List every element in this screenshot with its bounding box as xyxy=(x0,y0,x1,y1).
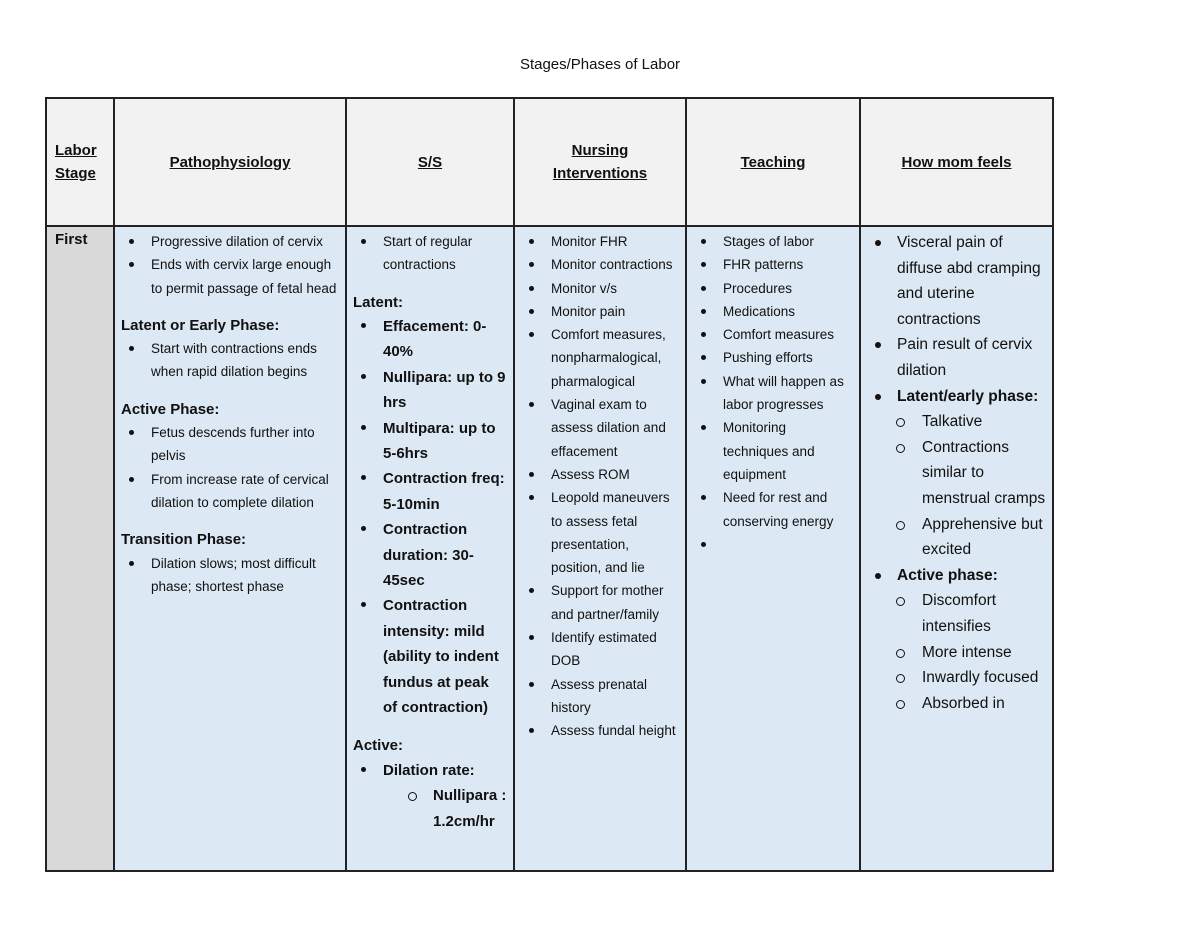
list-item: Procedures xyxy=(693,277,853,300)
header-signs-symptoms: S/S xyxy=(346,98,514,226)
list-item: Leopold maneuvers to assess fetal presentation, position, and lie xyxy=(521,486,679,579)
list-item: Monitoring techniques and equipment xyxy=(693,416,853,486)
nursing-interventions-cell xyxy=(514,226,686,871)
list-item: Fetus descends further into pelvis xyxy=(121,421,339,468)
list-item: Contraction duration: 30-45sec xyxy=(353,517,507,593)
list-item: Monitor contractions xyxy=(521,253,679,276)
list-item: Monitor pain xyxy=(521,300,679,323)
list-item: What will happen as labor progresses xyxy=(693,370,853,417)
list-item: Ends with cervix large enough to permit passage of fetal head xyxy=(121,253,339,300)
list-item: Start with contractions ends when rapid dilation begins xyxy=(121,337,339,384)
list-item: From increase rate of cervical dilation to complete dilation xyxy=(121,468,339,515)
list-item: Dilation slows; most difficult phase; shortest phase xyxy=(121,552,339,599)
list-item: Need for rest and conserving energy xyxy=(693,486,853,533)
signs-symptoms-cell xyxy=(346,226,514,871)
header-how-mom-feels: How mom feels xyxy=(860,98,1053,226)
header-nursing-interventions: Nursing Interventions xyxy=(514,98,686,226)
phase-heading: Active: xyxy=(353,737,404,755)
list-item: Pain result of cervix dilation xyxy=(867,332,1046,383)
list-item: Talkative xyxy=(867,409,1046,435)
list-item: Visceral pain of diffuse abd cramping and uterine contractions xyxy=(867,230,1046,332)
stage-row-first xyxy=(46,226,1053,871)
header-labor-stage: Labor Stage xyxy=(46,98,114,226)
list-item: Progressive dilation of cervix xyxy=(121,230,339,253)
list-item: Comfort measures xyxy=(693,323,853,346)
list-item: Absorbed in xyxy=(867,691,1046,717)
list-item: Identify estimated DOB xyxy=(521,626,679,673)
list-item: Multipara: up to 5-6hrs xyxy=(353,416,507,467)
list-item: Nullipara : 1.2cm/hr xyxy=(353,783,507,834)
list-item: Discomfort intensifies xyxy=(867,588,1046,639)
list-item: Assess ROM xyxy=(521,463,679,486)
list-item: Apprehensive but excited xyxy=(867,512,1046,563)
pathophysiology-cell xyxy=(114,226,346,871)
list-item: Contraction intensity: mild (ability to indent fundus at peak of contraction) xyxy=(353,593,507,720)
list-item: Start of regular contractions xyxy=(353,230,507,277)
list-item: Contractions similar to menstrual cramps xyxy=(867,435,1046,512)
phase-heading: Transition Phase: xyxy=(121,531,247,549)
list-item: Effacement: 0-40% xyxy=(353,314,507,365)
list-item: Nullipara: up to 9 hrs xyxy=(353,365,507,416)
header-teaching: Teaching xyxy=(686,98,860,226)
list-item: Pushing efforts xyxy=(693,346,853,369)
list-item: Monitor FHR xyxy=(521,230,679,253)
list-item: Comfort measures, nonpharmalogical, pharmalogical xyxy=(521,323,679,393)
list-item: Contraction freq: 5-10min xyxy=(353,466,507,517)
labor-stages-table xyxy=(45,97,1054,872)
list-item: Support for mother and partner/family xyxy=(521,579,679,626)
stage-label: First xyxy=(46,226,114,871)
empty-list-item xyxy=(693,533,853,556)
header-pathophysiology: Pathophysiology xyxy=(114,98,346,226)
how-mom-feels-cell xyxy=(860,226,1053,871)
list-item: Medications xyxy=(693,300,853,323)
header-row xyxy=(46,98,1053,226)
phase-heading: Latent: xyxy=(353,293,403,311)
list-item: Monitor v/s xyxy=(521,277,679,300)
phase-heading: Active Phase: xyxy=(121,400,220,418)
phase-heading: Active phase: xyxy=(867,563,1046,589)
list-item: Dilation rate: xyxy=(353,758,507,783)
list-item: Stages of labor xyxy=(693,230,853,253)
list-item: Assess prenatal history xyxy=(521,673,679,720)
list-item: Inwardly focused xyxy=(867,665,1046,691)
teaching-cell xyxy=(686,226,860,871)
list-item: Vaginal exam to assess dilation and effacement xyxy=(521,393,679,463)
list-item: Assess fundal height xyxy=(521,719,679,742)
phase-heading: Latent or Early Phase: xyxy=(121,316,280,334)
phase-heading: Latent/early phase: xyxy=(867,384,1046,410)
list-item: More intense xyxy=(867,640,1046,666)
list-item: FHR patterns xyxy=(693,253,853,276)
page-title: Stages/Phases of Labor xyxy=(519,56,681,73)
